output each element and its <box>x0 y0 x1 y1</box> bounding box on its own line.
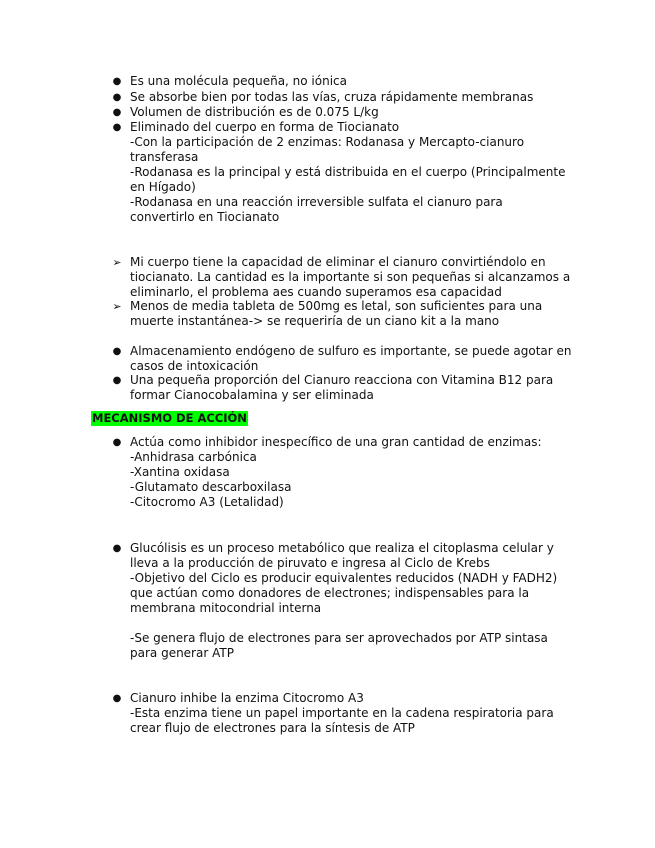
list-item: Almacenamiento endógeno de sulfuro es importante, se puede agotar en casos de intoxicación <box>130 344 572 373</box>
bullet-icon: ● <box>112 543 122 554</box>
section-heading: MECANISMO DE ACCIÓN <box>92 411 247 425</box>
bullet-icon: ● <box>112 107 122 118</box>
bullet-icon: ● <box>112 437 122 448</box>
arrow-bullet-icon: ➢ <box>112 300 122 313</box>
bullet-icon: ● <box>112 346 122 357</box>
arrow-bullet-icon: ➢ <box>112 256 122 269</box>
list-item: Mi cuerpo tiene la capacidad de eliminar el cianuro convirtiéndolo en tiocianato. La cantidad es la importante si son pequeñas si alcanzamos a eliminarlo, el problema aes cuando superamos esa capacidad <box>130 255 571 299</box>
bullet-icon: ● <box>112 76 122 87</box>
bullet-icon: ● <box>112 375 122 386</box>
list-item: Una pequeña proporción del Cianuro reacciona con Vitamina B12 para formar Cianocobalamina y ser eliminada <box>130 373 554 402</box>
list-item: Glucólisis es un proceso metabólico que realiza el citoplasma celular y lleva a la producción de piruvato e ingresa al Ciclo de Krebs -Objetivo del Ciclo es producir equivalentes reducidos (NADH y FADH2) que actúan como donadores de electrones; indispensables para la membrana mitocondrial interna -Se genera flujo de electrones para ser aprovechados por ATP sintasa para generar ATP <box>130 541 558 660</box>
list-item: Eliminado del cuerpo en forma de Tiocianato -Con la participación de 2 enzimas: Rodanasa y Mercapto-cianuro transferasa -Rodanasa es la principal y está distribuida en el cuerpo (Principalmente en Hígado) -Rodanasa en una reacción irreversible sulfata el cianuro para convertirlo en Tiocianato <box>130 120 566 224</box>
list-item: Es una molécula pequeña, no iónica <box>130 74 348 88</box>
bullet-icon: ● <box>112 122 122 133</box>
list-item: Volumen de distribución es de 0.075 L/kg <box>130 105 379 119</box>
list-item: Cianuro inhibe la enzima Citocromo A3 -Esta enzima tiene un papel importante en la cadena respiratoria para crear flujo de electrones para la síntesis de ATP <box>130 691 554 735</box>
list-item: Menos de media tableta de 500mg es letal, son suficientes para una muerte instantánea-> se requeriría de un ciano kit a la mano <box>130 299 543 328</box>
list-item: Actúa como inhibidor inespecífico de una gran cantidad de enzimas: -Anhidrasa carbónica -Xantina oxidasa -Glutamato descarboxilasa -Citocromo A3 (Letalidad) <box>130 435 542 509</box>
bullet-icon: ● <box>112 92 122 103</box>
list-item: Se absorbe bien por todas las vías, cruza rápidamente membranas <box>130 90 534 104</box>
bullet-icon: ● <box>112 693 122 704</box>
